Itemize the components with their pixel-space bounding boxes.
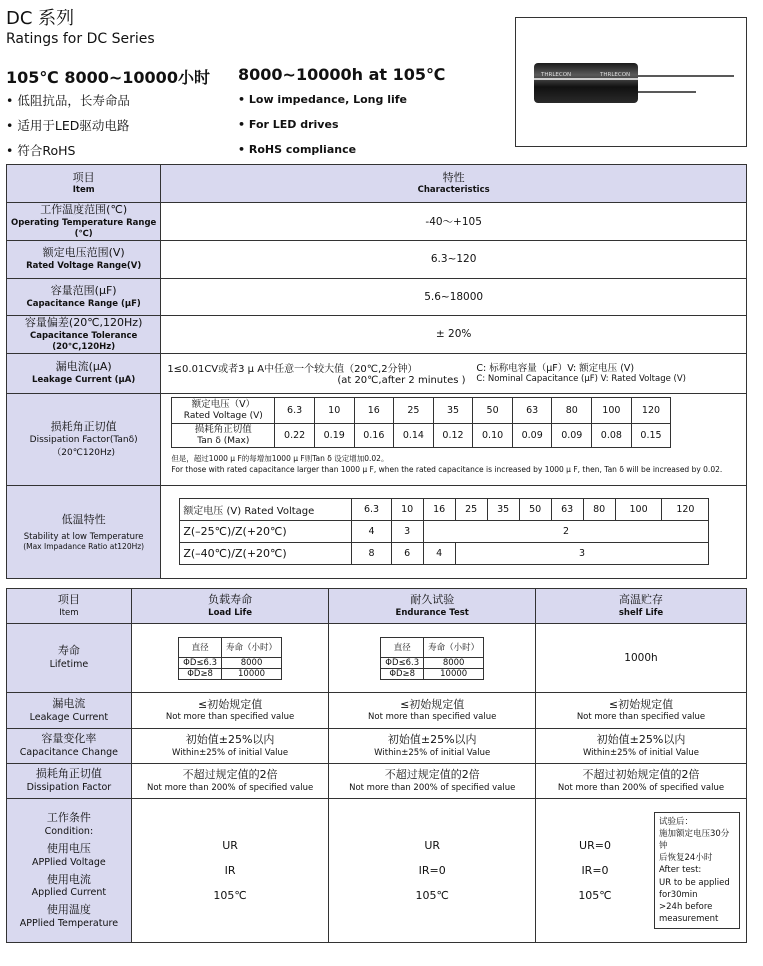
lt-voltage: 50 [519, 499, 551, 521]
df-voltage: 120 [631, 397, 671, 423]
lt-r2-value: 8 [352, 543, 391, 565]
df-tan-value: 0.19 [314, 423, 354, 447]
lifetime-label: 寿命 Lifetime [7, 624, 132, 693]
lt-r2-value: 3 [455, 543, 709, 565]
df-voltage: 35 [433, 397, 473, 423]
capacitor-image [515, 17, 747, 147]
df-value [161, 393, 747, 485]
df-label: 损耗角正切值 Dissipation Factor(Tanδ) （20℃120Hz) [7, 393, 161, 485]
lt-r2-value: 4 [423, 543, 455, 565]
ratings-header-row [7, 165, 747, 203]
cap-change-row [7, 729, 747, 764]
df-tan-value: 0.22 [275, 423, 315, 447]
cap-range-value: 5.6~18000 [161, 278, 747, 315]
voltage-value: 6.3~120 [161, 240, 747, 278]
low-temp-label: 低温特性 Stability at low Temperature (Max Impadance Ratio at120Hz) [7, 485, 161, 578]
shelf-df: 不超过初始规定值的2倍 Not more than 200% of specified value [536, 764, 747, 799]
load-leakage: ≤初始规定值 Not more than specified value [131, 693, 329, 729]
tolerance-label: 容量偏差(20℃,120Hz) Capacitance Tolerance (20℃,120Hz) [7, 315, 161, 353]
df-tan-value: 0.14 [394, 423, 434, 447]
cap-change-label: 容量变化率 Capacitance Change [7, 729, 132, 764]
df-note-zh: 但是，超过1000 μ F的每增加1000 μ F则Tan δ 设定增加0.02。 [171, 453, 389, 463]
feature-item: • RoHS compliance [238, 143, 357, 156]
load-lifetime-table: 直径 寿命（小时） ΦD≤6.3 8000 ΦD≥8 10000 [178, 637, 282, 680]
load-cap-change: 初始值±25%以内 Within±25% of initial Value [131, 729, 329, 764]
leakage-legend-zh: C: 标称电容量（μF）V: 额定电压 (V) [476, 363, 635, 375]
load-lifetime [131, 624, 329, 693]
life-df-label: 损耗角正切值 Dissipation Factor [7, 764, 132, 799]
lifetime-row [7, 624, 747, 693]
condition-label: 工作条件 Condition: 使用电压 APPlied Voltage 使用电流 Applied Current 使用温度 APPlied Temperature [7, 799, 132, 943]
capacitor-brand-left: THRLECON [541, 72, 572, 78]
lt-r1-value: 2 [423, 521, 709, 543]
spec-en: 8000~10000h at 105℃ [238, 65, 446, 84]
lt-voltage: 16 [423, 499, 455, 521]
lt-voltage: 63 [551, 499, 583, 521]
shelf-test-note: 试验后： 施加额定电压30分钟 后恢复24小时 After test: UR to be applied for30min >24h before measurement [654, 812, 740, 929]
lt-r1-value: 4 [352, 521, 391, 543]
voltage-row [7, 240, 747, 278]
lt-voltage: 6.3 [352, 499, 391, 521]
feature-item: • 适用于LED驱动电路 [6, 118, 130, 133]
series-title: DC 系列 [6, 8, 75, 29]
temp-row [7, 203, 747, 241]
df-note-en: For those with rated capacitance larger than 1000 μ F, when the rated capacitance is increased by 1000 μ F, then, Tan δ will be increased by 0.02. [171, 464, 723, 474]
feature-item: • Low impedance, Long life [238, 93, 408, 106]
feature-item: • 符合RoHS [6, 143, 76, 158]
life-header-row [7, 589, 747, 624]
feature-item: • 低阻抗品，长寿命品 [6, 93, 130, 108]
tolerance-value: ± 20% [161, 315, 747, 353]
series-subtitle: Ratings for DC Series [6, 31, 155, 47]
df-voltage: 80 [552, 397, 592, 423]
low-temp-value [161, 485, 747, 578]
temp-label: 工作温度范围(℃) Operating Temperature Range (℃) [7, 203, 161, 241]
endurance-df: 不超过规定值的2倍 Not more than 200% of specified value [329, 764, 536, 799]
df-tan-value: 0.12 [433, 423, 473, 447]
lt-row1-label: Z(–25℃)/Z(+20℃) [180, 521, 352, 543]
lt-row2-label: Z(–40℃)/Z(+20℃) [180, 543, 352, 565]
df-voltage: 10 [314, 397, 354, 423]
life-item-header: 项目 Item [7, 589, 132, 624]
condition-row [7, 799, 747, 943]
df-voltage: 100 [592, 397, 632, 423]
low-temp-table [179, 498, 709, 565]
feature-item: • For LED drives [238, 118, 339, 131]
voltage-label: 额定电压范围(V) Rated Voltage Range(V) [7, 240, 161, 278]
shelf-life-header: 高温贮存 shelf Life [536, 589, 747, 624]
df-voltage: 25 [394, 397, 434, 423]
shelf-lifetime: 1000h [536, 624, 747, 693]
life-table [6, 588, 747, 943]
leakage-value [161, 353, 747, 393]
endurance-lifetime-table: 直径 寿命（小时） ΦD≤6.3 8000 ΦD≥8 10000 [380, 637, 484, 680]
spec-zh: 105℃ 8000~10000小时 [6, 68, 210, 87]
df-tan-value: 0.09 [512, 423, 552, 447]
endurance-leakage: ≤初始规定值 Not more than specified value [329, 693, 536, 729]
df-table [171, 397, 671, 448]
df-tan-value: 0.08 [592, 423, 632, 447]
life-df-row [7, 764, 747, 799]
ratings-table [6, 164, 747, 579]
tolerance-row [7, 315, 747, 353]
lt-voltage: 80 [583, 499, 615, 521]
load-conditions: UR IR 105℃ [131, 799, 329, 943]
leakage-row [7, 353, 747, 393]
life-leakage-row [7, 693, 747, 729]
df-tan-value: 0.16 [354, 423, 394, 447]
endurance-lifetime [329, 624, 536, 693]
lt-voltage: 10 [391, 499, 423, 521]
lt-voltage: 120 [662, 499, 709, 521]
df-voltage: 6.3 [275, 397, 315, 423]
df-tan-value: 0.09 [552, 423, 592, 447]
lt-r2-value: 6 [391, 543, 423, 565]
df-tan-value: 0.15 [631, 423, 671, 447]
features-zh [6, 91, 130, 166]
endurance-cap-change: 初始值±25%以内 Within±25% of initial Value [329, 729, 536, 764]
endurance-conditions: UR IR=0 105℃ [329, 799, 536, 943]
cap-range-row [7, 278, 747, 315]
life-leakage-label: 漏电流 Leakage Current [7, 693, 132, 729]
shelf-leakage: ≤初始规定值 Not more than specified value [536, 693, 747, 729]
leakage-legend-en: C: Nominal Capacitance (μF) V: Rated Voltage (V) [476, 374, 686, 385]
load-df: 不超过规定值的2倍 Not more than 200% of specified value [131, 764, 329, 799]
capacitor-illustration [516, 18, 748, 148]
df-voltage: 63 [512, 397, 552, 423]
df-tan-value: 0.10 [473, 423, 513, 447]
df-voltage: 16 [354, 397, 394, 423]
ratings-char-header: 特性 Characteristics [161, 165, 747, 203]
lt-voltage: 25 [455, 499, 487, 521]
df-voltage-header: 额定电压（V） Rated Voltage (V) [172, 397, 275, 423]
df-row [7, 393, 747, 485]
leakage-condition: (at 20℃,after 2 minutes ) [337, 375, 466, 387]
low-temp-row [7, 485, 747, 578]
df-tan-header: 损耗角正切值 Tan δ (Max) [172, 423, 275, 447]
temp-value: -40～+105 [161, 203, 747, 241]
lt-r1-value: 3 [391, 521, 423, 543]
load-life-header: 负载寿命 Load Life [131, 589, 329, 624]
features-en [238, 93, 407, 168]
lt-voltage-header: 额定电压 (V) Rated Voltage [180, 499, 352, 521]
capacitor-brand-right: THRLECON [600, 72, 631, 78]
endurance-header: 耐久试验 Endurance Test [329, 589, 536, 624]
shelf-cap-change: 初始值±25%以内 Within±25% of initial Value [536, 729, 747, 764]
leakage-label: 漏电流(μA) Leakage Current (μA) [7, 353, 161, 393]
df-voltage: 50 [473, 397, 513, 423]
leakage-formula: 1≤0.01CV或者3 μ A中任意一个较大值（20℃,2分钟） [167, 364, 418, 376]
ratings-item-header: 项目 Item [7, 165, 161, 203]
shelf-conditions: UR=0 IR=0 105℃ 试验后： 施加额定电压30分钟 后恢复24小时 After test: UR to be applied for30min >24h before measurement [536, 799, 747, 943]
lt-voltage: 35 [487, 499, 519, 521]
cap-range-label: 容量范围(μF) Capacitance Range (μF) [7, 278, 161, 315]
lt-voltage: 100 [615, 499, 662, 521]
